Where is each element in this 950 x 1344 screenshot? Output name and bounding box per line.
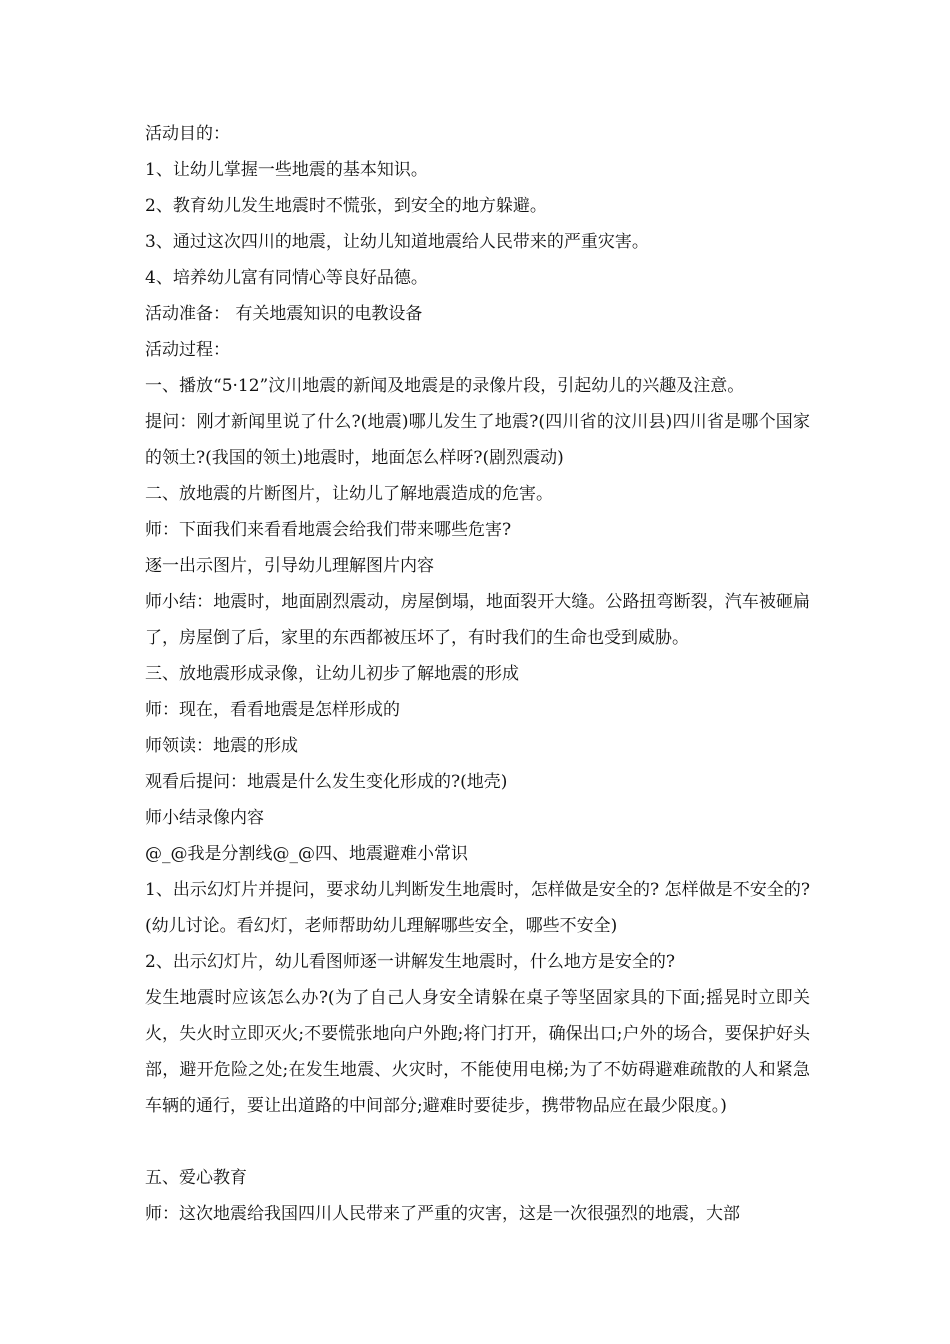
teacher-line-3: 师：这次地震给我国四川人民带来了严重的灾害，这是一次很强烈的地震，大部	[145, 1204, 740, 1224]
objective-item-4: 4、培养幼儿富有同情心等良好品德。	[145, 268, 428, 288]
section-heading-process: 活动过程：	[145, 340, 230, 360]
teacher-summary-1: 师小结：地震时，地面剧烈震动，房屋倒塌，地面裂开大缝。公路扭弯断裂，汽车被砸扁了，房屋倒了后，家里的东西都被压坏了，有时我们的生命也受到威胁。	[145, 592, 810, 648]
teacher-line-1: 师：下面我们来看看地震会给我们带来哪些危害?	[145, 520, 512, 540]
process-questions-1: 提问：刚才新闻里说了什么?(地震)哪儿发生了地震?(四川省的汶川县)四川省是哪个国家的领土?(我国的领土)地震时，地面怎么样呀?(剧烈震动)	[145, 412, 810, 468]
process-step-2: 二、放地震的片断图片，让幼儿了解地震造成的危害。	[145, 484, 553, 504]
objective-item-1: 1、让幼儿掌握一些地震的基本知识。	[145, 160, 428, 180]
teacher-reading: 师领读：地震的形成	[145, 736, 298, 756]
process-step-3: 三、放地震形成录像，让幼儿初步了解地震的形成	[145, 664, 519, 684]
safety-item-2: 2、出示幻灯片，幼儿看图师逐一讲解发生地震时，什么地方是安全的?	[145, 952, 675, 972]
section-heading-objectives: 活动目的：	[145, 124, 230, 144]
section-heading-preparation: 活动准备： 有关地震知识的电教设备	[145, 304, 423, 324]
teacher-summary-2: 师小结录像内容	[145, 808, 264, 828]
safety-guidelines: 发生地震时应该怎么办?(为了自己人身安全请躲在桌子等坚固家具的下面;摇晃时立即关火，失火时立即灭火;不要慌张地向户外跑;将门打开，确保出口;户外的场合，要保护好头部，避开危险之处;在发生地震、火灾时，不能使用电梯;为了不妨碍避难疏散的人和紧急车辆的通行，要让出道路的中间部分;避难时要徒步，携带物品应在最少限度。)	[145, 988, 810, 1116]
document-body	[145, 116, 810, 1232]
process-step-5: 五、爱心教育	[145, 1168, 247, 1188]
process-step-1: 一、播放“5·12”汶川地震的新闻及地震是的录像片段，引起幼儿的兴趣及注意。	[145, 376, 745, 396]
teacher-line-2: 师：现在，看看地震是怎样形成的	[145, 700, 400, 720]
objective-item-2: 2、教育幼儿发生地震时不慌张，到安全的地方躲避。	[145, 196, 547, 216]
objective-item-3: 3、通过这次四川的地震，让幼儿知道地震给人民带来的严重灾害。	[145, 232, 649, 252]
process-paragraph-images: 逐一出示图片，引导幼儿理解图片内容	[145, 556, 434, 576]
process-questions-2: 观看后提问：地震是什么发生变化形成的?(地壳)	[145, 772, 508, 792]
process-step-4: @_@我是分割线@_@四、地震避难小常识	[145, 844, 468, 864]
safety-item-1: 1、出示幻灯片并提问，要求幼儿判断发生地震时，怎样做是安全的? 怎样做是不安全的? (幼儿讨论。看幻灯，老师帮助幼儿理解哪些安全，哪些不安全)	[145, 880, 810, 936]
